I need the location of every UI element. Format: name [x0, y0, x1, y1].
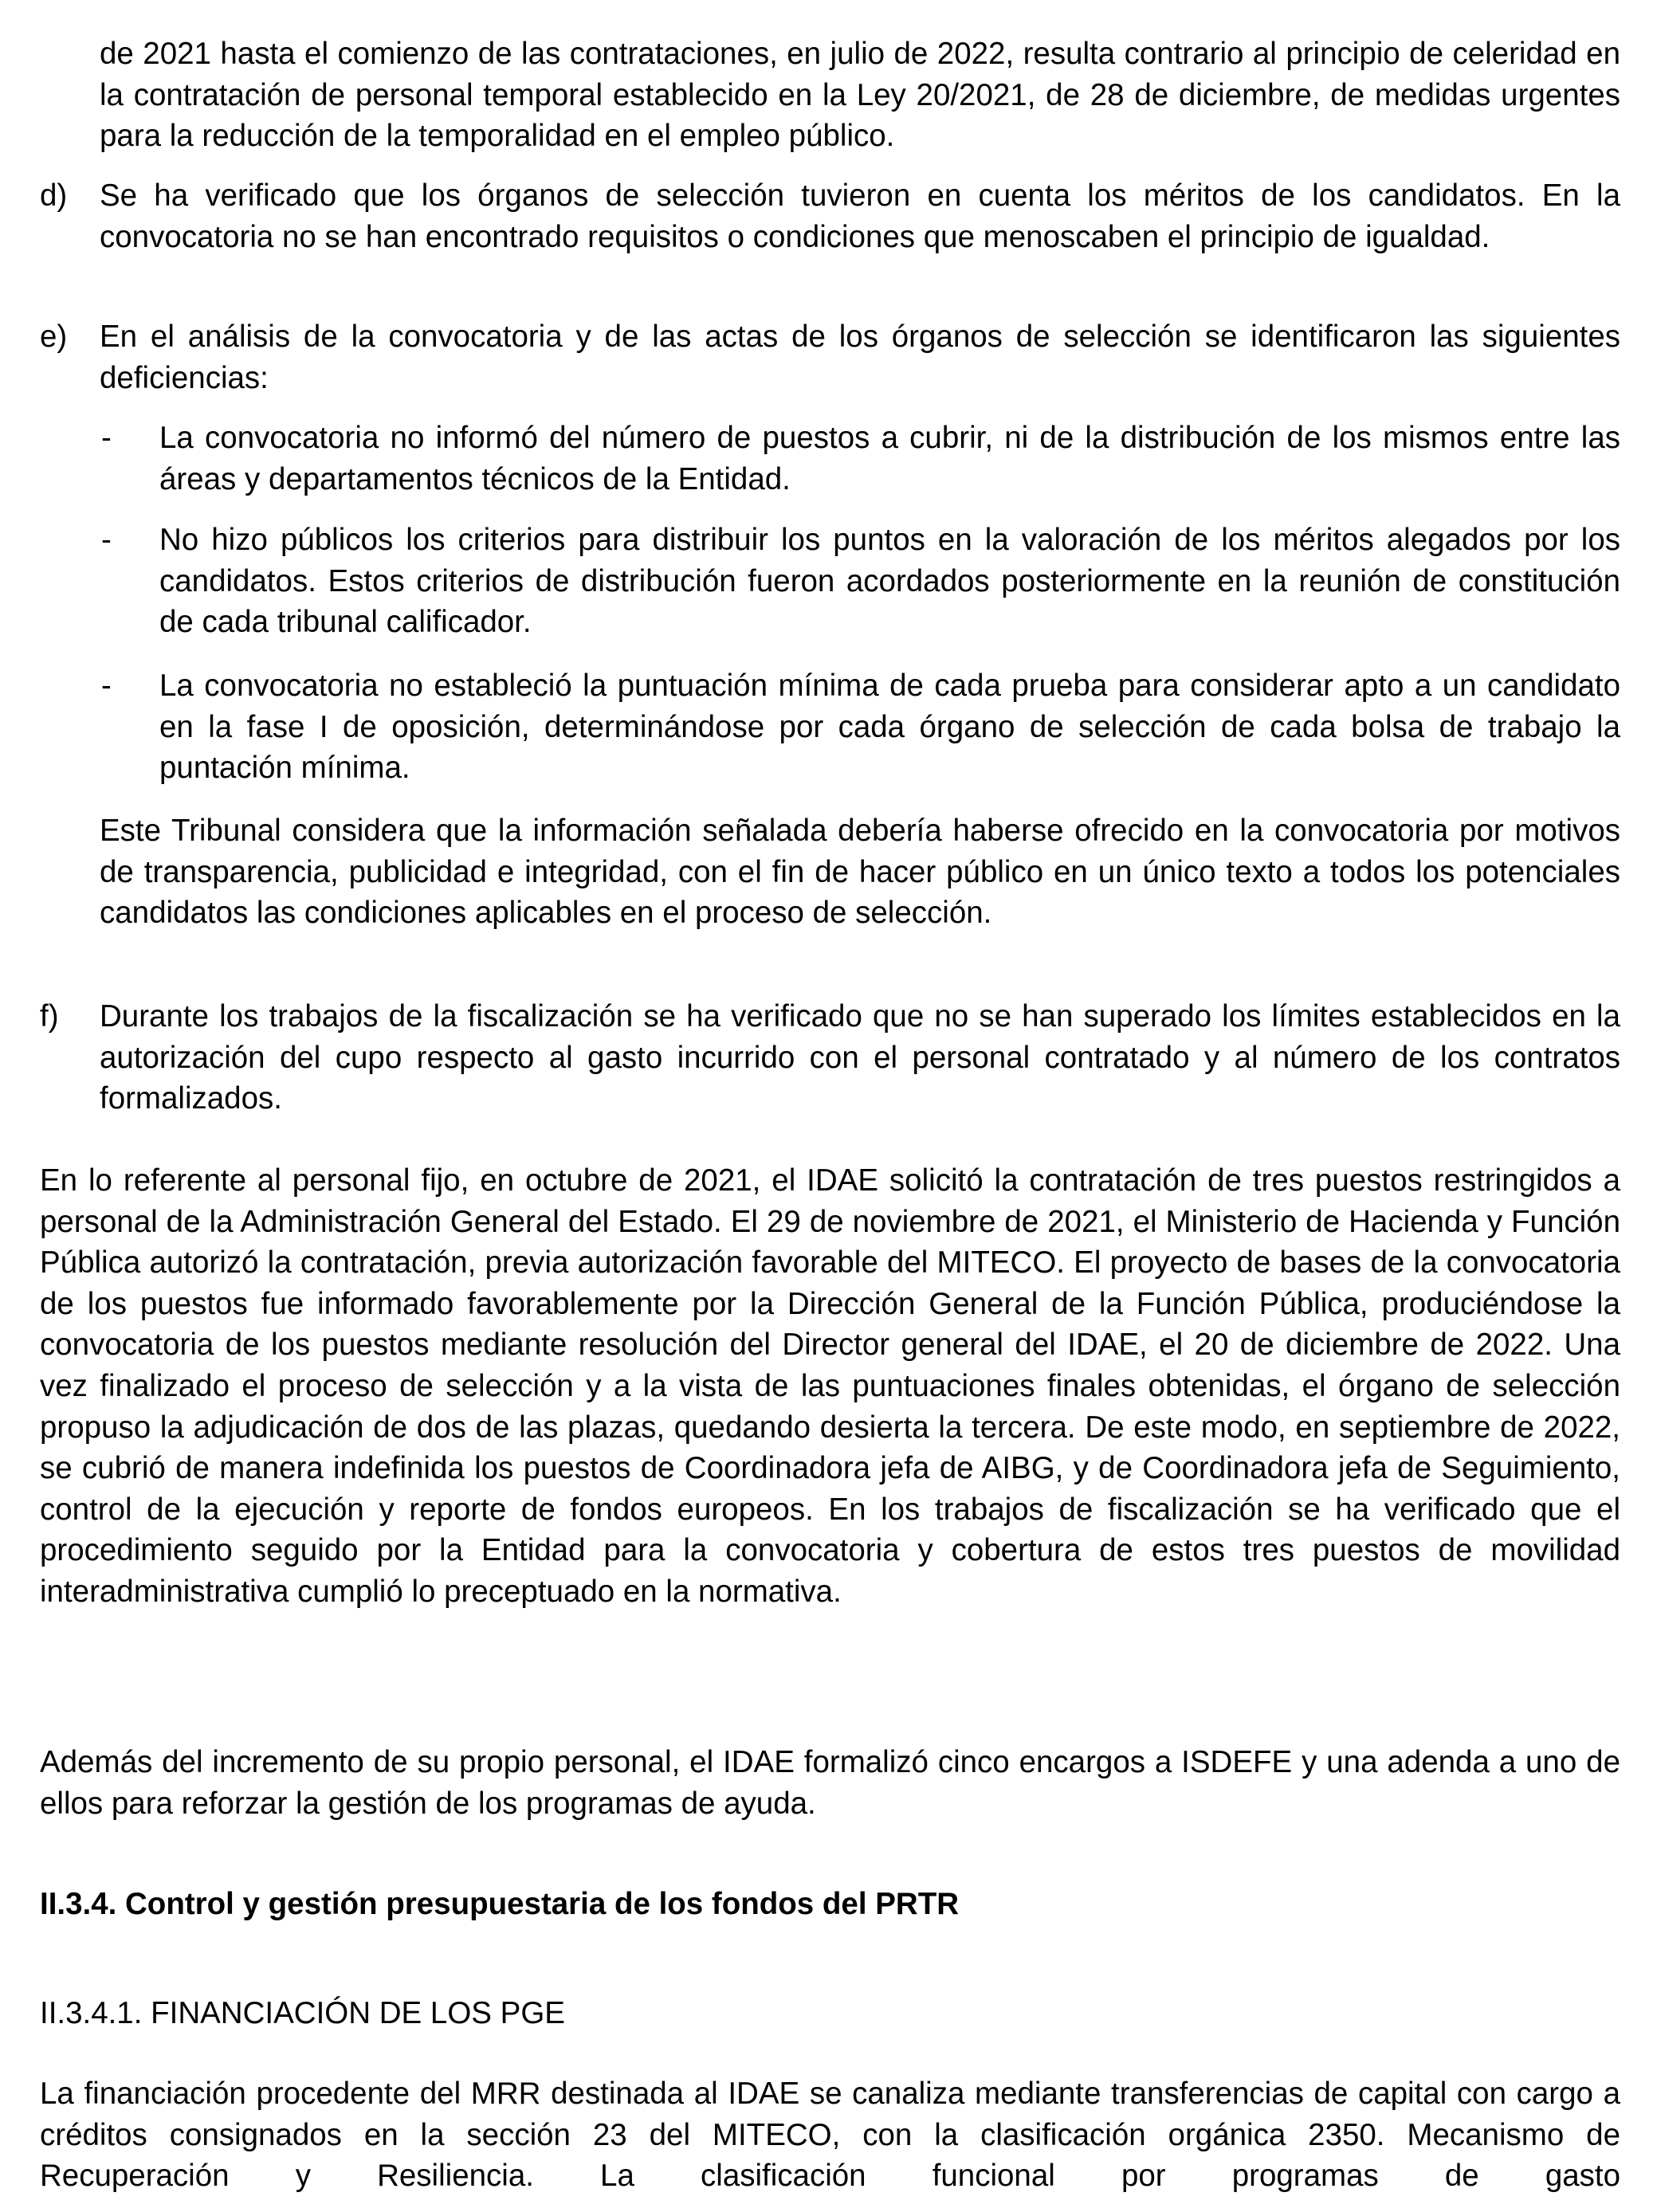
subitem-3 — [159, 665, 1620, 789]
subitem-2 — [159, 520, 1620, 643]
item-e-marker: e) — [40, 320, 68, 354]
subitem-1-text: La convocatoria no informó del número de puestos a cubrir, ni de la distribución de los mismos entre las áreas y departamentos técnicos de la Entidad. — [159, 421, 1620, 496]
section-heading: II.3.4. Control y gestión presupuestaria de los fondos del PRTR — [40, 1887, 960, 1921]
item-e-conclusion — [100, 810, 1620, 934]
subsection-heading: II.3.4.1. FINANCIACIÓN DE LOS PGE — [40, 1996, 565, 2030]
subitem-2-dash: - — [101, 523, 112, 557]
item-d-text: Se ha verificado que los órganos de selección tuvieron en cuenta los méritos de los candidatos. En la convocatoria no se han encontrado requisitos o condiciones que menoscaben el principio de igualdad. — [100, 178, 1620, 254]
subitem-3-dash: - — [101, 669, 112, 703]
subitem-2-text: No hizo públicos los criterios para distribuir los puntos en la valoración de los méritos alegados por los candidatos. Estos criterios de distribución fueron acordados posteriormente en la reunión de constitución de cada tribunal calificador. — [159, 523, 1620, 640]
conclusion-text: Este Tribunal considera que la información señalada debería haberse ofrecido en la convocatoria por motivos de transparencia, publicidad e integridad, con el fin de hacer público en un único texto a todos los potenciales candidatos las condiciones aplicables en el proceso de selección. — [100, 814, 1620, 931]
paragraph-isdefe-text: Además del incremento de su propio personal, el IDAE formalizó cinco encargos a ISDEFE y una adenda a uno de ellos para reforzar la gestión de los programas de ayuda. — [40, 1745, 1620, 1821]
paragraph-isdefe — [40, 1742, 1620, 1824]
item-d — [100, 175, 1620, 257]
item-e — [100, 316, 1620, 398]
paragraph-personal-fijo-text: En lo referente al personal fijo, en octubre de 2021, el IDAE solicitó la contratación de tres puestos restringidos a personal de la Administración General del Estado. El 29 de noviembre de 2021, el Ministerio de Hacienda y Función Pública autorizó la contratación, previa autorización favorable del MITECO. El proyecto de bases de la convocatoria de los puestos fue informado favorablemente por la Dirección General de la Función Pública, produciéndose la convocatoria de los puestos mediante resolución del Director general del IDAE, el 20 de diciembre de 2022. Una vez finalizado el proceso de selección y a la vista de las puntuaciones finales obtenidas, el órgano de selección propuso la adjudicación de dos de las plazas, quedando desierta la tercera. De este modo, en septiembre de 2022, se cubrió de manera indefinida los puestos de Coordinadora jefa de AIBG, y de Coordinadora jefa de Seguimiento, control de la ejecución y reporte de fondos europeos. En los trabajos de fiscalización se ha verificado que el procedimiento seguido por la Entidad para la convocatoria y cobertura de estos tres puestos de movilidad interadministrativa cumplió lo preceptuado en la normativa. — [40, 1163, 1620, 1609]
subitem-1 — [159, 418, 1620, 500]
item-f — [100, 996, 1620, 1120]
subitem-1-dash: - — [101, 421, 112, 455]
item-d-marker: d) — [40, 178, 68, 213]
item-f-text: Durante los trabajos de la fiscalización se ha verificado que no se han superado los límites establecidos en la autorización del cupo respecto al gasto incurrido con el personal contratado y al número de los contratos formalizados. — [100, 999, 1620, 1116]
item-c-text: de 2021 hasta el comienzo de las contrataciones, en julio de 2022, resulta contrario al principio de celeridad en la contratación de personal temporal establecido en la Ley 20/2021, de 28 de diciembre, de medidas urgentes para la reducción de la temporalidad en el empleo público. — [100, 37, 1620, 154]
paragraph-financiacion-text: La financiación procedente del MRR destinada al IDAE se canaliza mediante transferencias de capital con cargo a créditos consignados en la sección 23 del MITECO, con la clasificación orgánica 2350. Mecanismo de Recuperación y Resiliencia. La clasificación funcional por programas de gasto — [40, 2077, 1620, 2194]
item-c-continuation — [100, 33, 1620, 157]
item-e-text: En el análisis de la convocatoria y de las actas de los órganos de selección se identificaron las siguientes deficiencias: — [100, 320, 1620, 395]
paragraph-financiacion — [40, 2073, 1620, 2197]
subitem-3-text: La convocatoria no estableció la puntuación mínima de cada prueba para considerar apto a un candidato en la fase I de oposición, determinándose por cada órgano de selección de cada bolsa de trabajo la puntación mínima. — [159, 669, 1620, 786]
paragraph-personal-fijo — [40, 1160, 1620, 1613]
item-f-marker: f) — [40, 999, 59, 1033]
